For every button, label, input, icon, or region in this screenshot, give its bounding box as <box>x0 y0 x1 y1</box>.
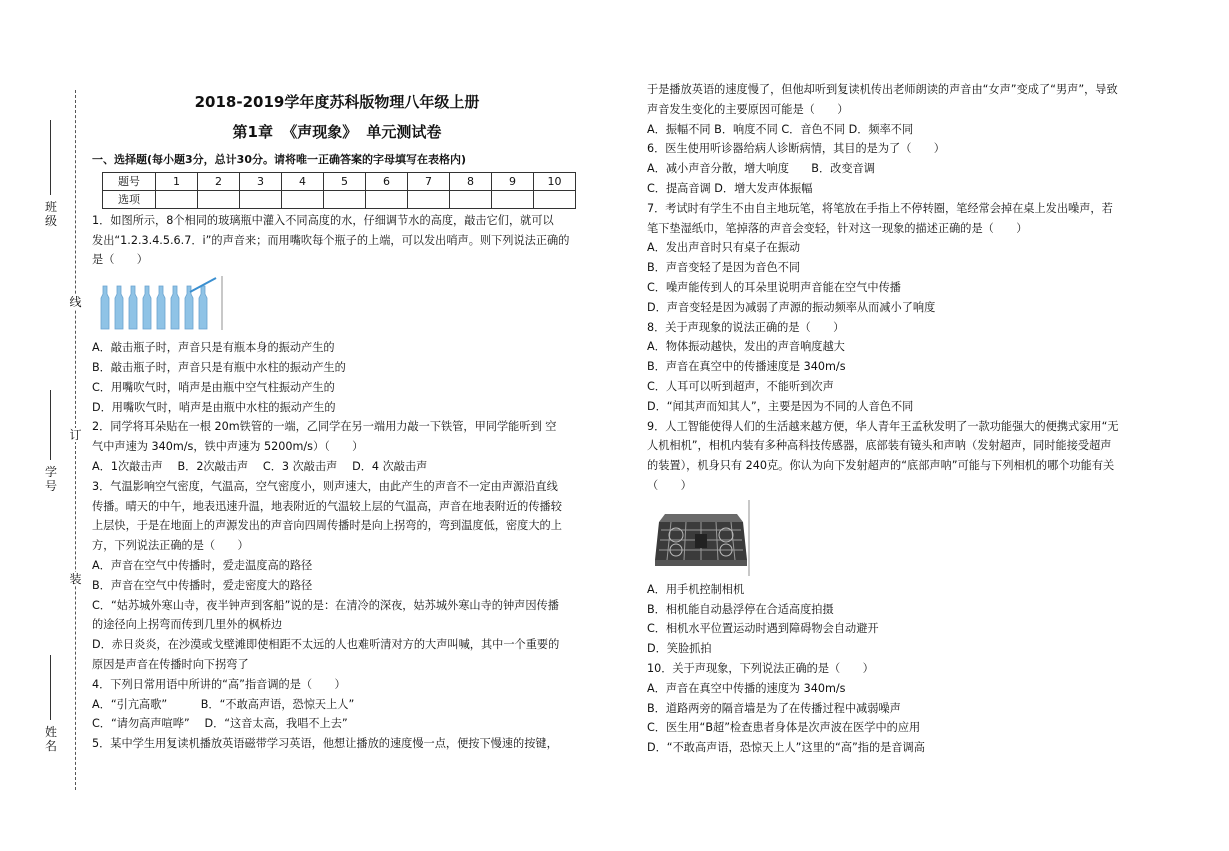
question-line: 传播。晴天的中午，地表迅速升温，地表附近的气温较上层的气温高，声音在地表附近的传播较 <box>92 499 562 513</box>
name-underline <box>50 655 51 720</box>
option-line: A．发出声音时只有桌子在振动 <box>647 241 801 255</box>
table-cell: 8 <box>450 172 492 190</box>
seal-char-bind: 订 <box>69 428 82 442</box>
seal-char-line: 线 <box>69 295 82 309</box>
bottles-figure <box>98 274 228 332</box>
option-line: D．声音变轻是因为减弱了声源的振动频率从而减小了响度 <box>647 300 936 314</box>
class-underline <box>50 120 51 195</box>
table-cell: 7 <box>408 172 450 190</box>
student-id-label: 学号 <box>44 465 57 493</box>
question-line: 8．关于声现象的说法正确的是（ ） <box>647 320 845 334</box>
section-heading: 一、选择题(每小题3分，总计30分。请将唯一正确答案的字母填写在表格内) <box>92 153 467 166</box>
option-line: A．减小声音分散，增大响度 B．改变音调 <box>647 162 875 176</box>
table-cell: 2 <box>198 172 240 190</box>
option-line: 的途径向上拐弯而传到几里外的枫桥边 <box>92 618 283 632</box>
option-line: C．人耳可以听到超声，不能听到次声 <box>647 379 834 393</box>
exam-title: 2018-2019学年度苏科版物理八年级上册 <box>194 93 480 111</box>
answer-cell[interactable] <box>156 190 198 208</box>
seal-char-assemble: 装 <box>69 572 82 586</box>
question-line: 6．医生使用听诊器给病人诊断病情，其目的是为了（ ） <box>647 142 945 156</box>
answer-cell[interactable] <box>324 190 366 208</box>
question-line: 气中声速为 340m/s，铁中声速为 5200m/s）（ ） <box>92 440 364 454</box>
question-line: 9．人工智能使得人们的生活越来越方便，华人青年王孟秋发明了一款功能强大的便携式家用“无 <box>647 419 1119 433</box>
drone-camera-figure <box>651 500 751 576</box>
option-line: D．用嘴吹气时，哨声是由瓶中水柱的振动产生的 <box>92 400 336 414</box>
question-line: 是（ ） <box>92 253 148 267</box>
table-cell: 4 <box>282 172 324 190</box>
answer-cell[interactable] <box>408 190 450 208</box>
question-line: 5．某中学生用复读机播放英语磁带学习英语，他想让播放的速度慢一点，便按下慢速的按键， <box>92 737 558 751</box>
left-column <box>92 80 582 754</box>
option-line: B．声音在空气中传播时，爱走密度大的路径 <box>92 578 313 592</box>
question-line: （ ） <box>647 478 692 492</box>
question-line: 上层快，于是在地面上的声源发出的声音向四周传播时是向上拐弯的，弯到温度低，密度大的上 <box>92 519 562 533</box>
exam-subtitle: 第1章 《声现象》 单元测试卷 <box>232 123 442 141</box>
table-cell: 9 <box>492 172 534 190</box>
option-line: B．声音在真空中的传播速度是 340m/s <box>647 360 846 374</box>
right-column <box>647 80 1142 758</box>
option-line: A．敲击瓶子时，声音只是有瓶本身的振动产生的 <box>92 341 335 355</box>
option-line: B．相机能自动悬浮停在合适高度拍摄 <box>647 602 834 616</box>
name-label: 姓名 <box>44 725 57 753</box>
class-label: 班级 <box>44 200 57 228</box>
table-cell: 1 <box>156 172 198 190</box>
question-line: 3．气温影响空气密度，气温高，空气密度小，则声速大，由此产生的声音不一定由声源沿直线 <box>92 479 558 493</box>
option-line: D．笑脸抓拍 <box>647 642 712 656</box>
table-header-cell: 题号 <box>103 172 156 190</box>
answer-table <box>102 172 576 209</box>
question-line: 声音发生变化的主要原因可能是（ ） <box>647 102 849 116</box>
question-line: 2．同学将耳朵贴在一根 20m铁管的一端，乙同学在另一端用力敲一下铁管，甲同学能听到 空 <box>92 420 557 434</box>
option-line: A．声音在空气中传播时，爱走温度高的路径 <box>92 558 313 572</box>
option-line: A．声音在真空中传播的速度为 340m/s <box>647 681 846 695</box>
option-line: B．声音变轻了是因为音色不同 <box>647 261 801 275</box>
option-line: C．医生用“B超”检查患者身体是次声波在医学中的应用 <box>647 721 921 735</box>
option-line: A．1次敲击声 B．2次敲击声 C．3 次敲击声 D．4 次敲击声 <box>92 459 428 473</box>
question-line: 发出“1.2.3.4.5.6.7．i”的声音来；而用嘴吹每个瓶子的上端，可以发出哨声。则下列说法正确的 <box>92 233 570 247</box>
answer-cell[interactable] <box>492 190 534 208</box>
option-line: A．振幅不同 B．响度不同 C．音色不同 D．频率不同 <box>647 122 914 136</box>
answer-cell[interactable] <box>240 190 282 208</box>
question-line: 1．如图所示，8个相同的玻璃瓶中灌入不同高度的水，仔细调节水的高度，敲击它们，就可以 <box>92 213 554 227</box>
question-line: 10．关于声现象，下列说法正确的是（ ） <box>647 661 874 675</box>
option-line: 原因是声音在传播时向下拐弯了 <box>92 657 249 671</box>
question-line: 人机相机”，相机内装有多种高科技传感器，底部装有镜头和声呐（发射超声，同时能接受超声 <box>647 439 1112 453</box>
table-cell: 5 <box>324 172 366 190</box>
option-line: A．“引亢高歌” B．“不敢高声语，恐惊天上人” <box>92 697 355 711</box>
table-cell: 6 <box>366 172 408 190</box>
table-row <box>103 190 576 208</box>
answer-cell[interactable] <box>366 190 408 208</box>
question-line: 笔下垫湿纸巾，笔掉落的声音会变轻，针对这一现象的描述正确的是（ ） <box>647 221 1028 235</box>
question-line: 7．考试时有学生不由自主地玩笔，将笔放在手指上不停转圈，笔经常会掉在桌上发出噪声，若 <box>647 201 1113 215</box>
answer-cell[interactable] <box>534 190 576 208</box>
question-line: 于是播放英语的速度慢了，但他却听到复读机传出老师朗读的声音由“女声”变成了“男声”，导致 <box>647 83 1118 96</box>
option-line: D．赤日炎炎，在沙漠或戈壁滩即使相距不太远的人也难听清对方的大声叫喊，其中一个重要的 <box>92 638 560 652</box>
option-line: C．提高音调 D．增大发声体振幅 <box>647 181 813 195</box>
option-line: C．“姑苏城外寒山寺，夜半钟声到客船”说的是：在清冷的深夜，姑苏城外寒山寺的钟声因传播 <box>92 598 559 612</box>
binding-margin <box>40 90 90 790</box>
table-cell: 3 <box>240 172 282 190</box>
answer-cell[interactable] <box>282 190 324 208</box>
table-cell: 10 <box>534 172 576 190</box>
option-line: B．敲击瓶子时，声音只是有瓶中水柱的振动产生的 <box>92 360 346 374</box>
table-header-cell: 选项 <box>103 190 156 208</box>
answer-cell[interactable] <box>450 190 492 208</box>
option-line: C．用嘴吹气时，哨声是由瓶中空气柱振动产生的 <box>92 380 335 394</box>
question-line: 方，下列说法正确的是（ ） <box>92 539 249 553</box>
option-line: C．噪声能传到人的耳朵里说明声音能在空气中传播 <box>647 280 901 294</box>
student-id-underline <box>50 390 51 460</box>
option-line: A．物体振动越快，发出的声音响度越大 <box>647 340 845 354</box>
option-line: C．“请勿高声喧哗” D．“这音太高，我唱不上去” <box>92 717 348 731</box>
question-line: 4．下列日常用语中所讲的“高”指音调的是（ ） <box>92 677 346 691</box>
option-line: D．“闻其声而知其人”，主要是因为不同的人音色不同 <box>647 399 914 413</box>
option-line: C．相机水平位置运动时遇到障碍物会自动避开 <box>647 622 879 636</box>
question-line: 的装置），机身只有 240克。你认为向下发射超声的“底部声呐”可能与下列相机的哪个功能有关 <box>647 459 1115 473</box>
answer-cell[interactable] <box>198 190 240 208</box>
option-line: D．“不敢高声语，恐惊天上人”这里的“高”指的是音调高 <box>647 741 925 755</box>
option-line: B．道路两旁的隔音墙是为了在传播过程中减弱噪声 <box>647 701 901 715</box>
table-row <box>103 172 576 190</box>
option-line: A．用手机控制相机 <box>647 582 745 596</box>
